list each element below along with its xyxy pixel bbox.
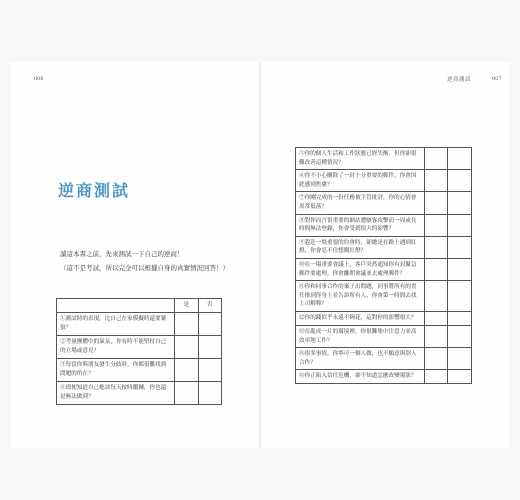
question-text: ⑮你正陷入信任危機，卻不知道怎麼改變現狀？ <box>296 370 425 384</box>
quiz-table-left <box>56 298 222 405</box>
question-text: ②考量團體中的氣氛，你有時不能堅持自己的立場或意見？ <box>57 336 175 359</box>
question-text: ⑦你剛完成的一份任務被主管批評，你的心情會異常低落？ <box>296 192 425 214</box>
table-row <box>296 325 472 347</box>
no-checkbox[interactable] <box>448 325 472 347</box>
question-text: ⑧對你而言很重要的網站遭駭客攻擊而一周或長時間無法登錄，你會受到很大的影響？ <box>296 214 425 236</box>
header-yes: 是 <box>175 299 198 313</box>
no-checkbox[interactable] <box>448 370 472 384</box>
yes-checkbox[interactable] <box>424 258 448 280</box>
yes-checkbox[interactable] <box>424 370 448 384</box>
intro-line-2: （這不是考試，所以完全可以根據自身的真實情況回答！） <box>60 264 229 272</box>
table-row <box>296 192 472 214</box>
question-text: ⑬在亂成一片的環境裡，你很難集中注意力並高效率地工作？ <box>296 325 425 347</box>
table-row <box>296 281 472 312</box>
yes-checkbox[interactable] <box>424 214 448 236</box>
no-checkbox[interactable] <box>448 311 472 325</box>
yes-checkbox[interactable] <box>424 348 448 370</box>
no-checkbox[interactable] <box>198 336 221 359</box>
no-checkbox[interactable] <box>198 313 221 336</box>
table-row <box>296 258 472 280</box>
no-checkbox[interactable] <box>448 348 472 370</box>
no-checkbox[interactable] <box>448 258 472 280</box>
table-row <box>296 348 472 370</box>
table-row <box>57 336 222 359</box>
yes-checkbox[interactable] <box>424 170 448 192</box>
no-checkbox[interactable] <box>448 281 472 312</box>
question-text: ⑨趕赴一場重要的約會時，卻總是在路上遇到紅燈，你會忍不住想闖紅燈？ <box>296 236 425 258</box>
no-checkbox[interactable] <box>448 236 472 258</box>
question-text: ⑥你不小心刪除了一封十分重要的郵件，你會因此感到焦慮？ <box>296 170 425 192</box>
table-row <box>296 370 472 384</box>
question-text: ①測試時的表現，比自己在家模擬時還要緊張？ <box>57 313 175 336</box>
table-row <box>296 170 472 192</box>
no-checkbox[interactable] <box>198 359 221 382</box>
yes-checkbox[interactable] <box>424 311 448 325</box>
running-head: 逆商測試 <box>447 77 472 83</box>
quiz-table-right <box>295 147 472 384</box>
no-checkbox[interactable] <box>448 214 472 236</box>
yes-checkbox[interactable] <box>175 313 198 336</box>
yes-checkbox[interactable] <box>175 359 198 382</box>
page-number-right: 007 <box>492 76 502 82</box>
table-row <box>296 214 472 236</box>
table-row <box>296 148 472 170</box>
no-checkbox[interactable] <box>198 382 221 405</box>
yes-checkbox[interactable] <box>424 192 448 214</box>
no-checkbox[interactable] <box>448 148 472 170</box>
page-title: 逆商測試 <box>58 181 131 200</box>
table-header-row <box>57 299 222 313</box>
table-row <box>57 313 222 336</box>
table-row <box>57 359 222 382</box>
header-question <box>57 299 175 313</box>
yes-checkbox[interactable] <box>424 236 448 258</box>
question-text: ⑩在一場重要會議上，客戶突然通知你有封緊急郵件要處理，你會離開會議並去處理郵件？ <box>296 258 425 280</box>
table-row <box>296 311 472 325</box>
yes-checkbox[interactable] <box>424 325 448 347</box>
question-text: ③每當你與朋友發生分歧時，你都很難找到問題的所在？ <box>57 359 175 382</box>
no-checkbox[interactable] <box>448 170 472 192</box>
question-text: ④即便知道自己應該每天按時鍛鍊，你也還是無法做到？ <box>57 382 175 405</box>
table-row <box>57 382 222 405</box>
yes-checkbox[interactable] <box>424 281 448 312</box>
question-text: ⑪你和同事合作的案子出問題，同事將所有的責任推到你身上並告訴所有人，你會第一時間去找上司解釋？ <box>296 281 425 312</box>
page-number-left: 006 <box>34 76 44 82</box>
yes-checkbox[interactable] <box>175 336 198 359</box>
question-text: ⑫你的錢似乎永遠不夠花，這對你的影響很大？ <box>296 311 425 325</box>
yes-checkbox[interactable] <box>424 148 448 170</box>
yes-checkbox[interactable] <box>175 382 198 405</box>
intro-line-1: 讀這本書之前，先來測試一下自己的逆商！ <box>60 250 184 258</box>
header-no: 否 <box>198 299 221 313</box>
question-text: ⑭很多事情，你寧可一個人做，也不願意與別人合作？ <box>296 348 425 370</box>
table-row <box>296 236 472 258</box>
question-text: ⑤你的個人生活和工作狀態已經失衡，但你卻很難改善這種情況？ <box>296 148 425 170</box>
no-checkbox[interactable] <box>448 192 472 214</box>
